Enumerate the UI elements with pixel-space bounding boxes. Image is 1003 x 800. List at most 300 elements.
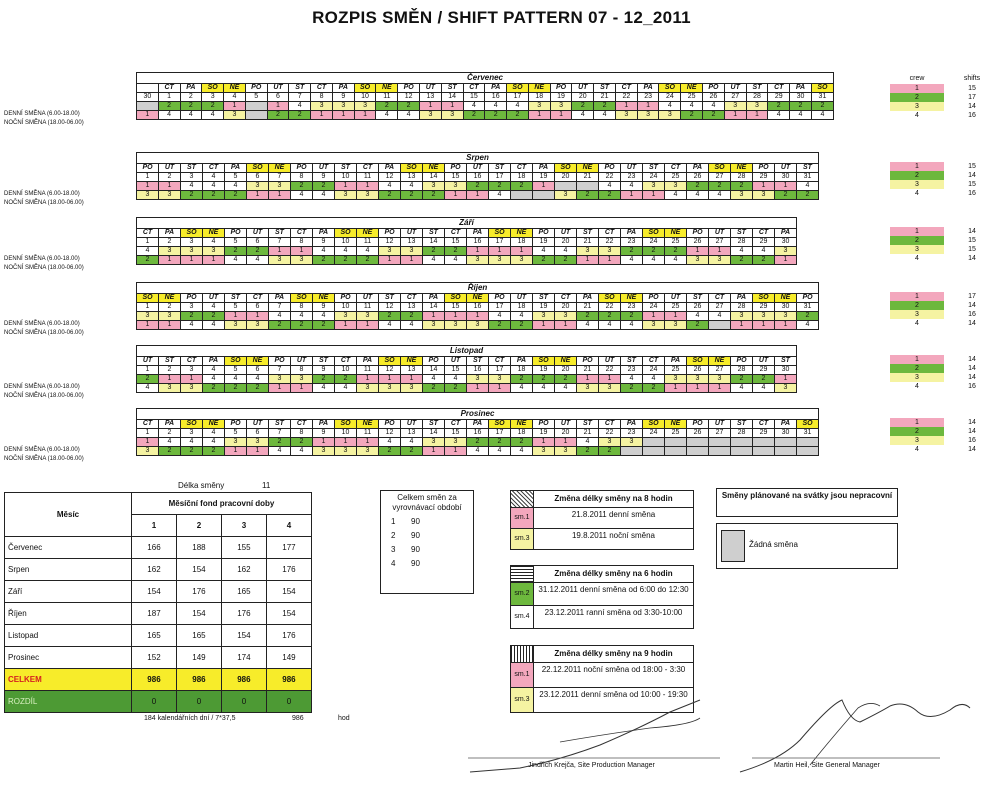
weekday-cell: UT — [313, 164, 335, 173]
crew-shift-count: 14 — [968, 356, 976, 363]
day-shift-cell: 2 — [247, 247, 269, 256]
day-shift-cell: 1 — [511, 247, 533, 256]
night-shift-cell: 1 — [489, 384, 511, 393]
night-shift-cell: 2 — [225, 384, 247, 393]
night-shift-cell: 4 — [203, 321, 225, 330]
crew-shift-count: 15 — [968, 237, 976, 244]
day-shift-cell: 2 — [511, 375, 533, 384]
weekday-cell: PO — [379, 420, 401, 429]
date-cell: 31 — [797, 173, 819, 182]
date-cell: 9 — [313, 366, 335, 375]
night-shift-cell: 2 — [203, 384, 225, 393]
weekday-cell: CT — [463, 84, 485, 93]
date-cell: 30 — [775, 429, 797, 438]
date-cell: 18 — [528, 93, 550, 102]
date-cell: 2 — [159, 173, 181, 182]
weekday-cell: NE — [423, 164, 445, 173]
date-cell: 18 — [511, 303, 533, 312]
day-shift-cell: 2 — [137, 375, 159, 384]
night-shift-cell: 2 — [203, 447, 225, 456]
date-cell: 10 — [335, 238, 357, 247]
night-shift-cell: 4 — [811, 111, 833, 120]
holiday-note: Směny plánované na svátky jsou nepracovní — [716, 488, 898, 517]
legend-6h-heading: Změna délky směny na 6 hodin — [554, 569, 673, 578]
crew-shift-count: 14 — [968, 374, 976, 381]
day-shift-cell: 1 — [555, 438, 577, 447]
night-shift-cell: 1 — [332, 111, 354, 120]
night-shift-cell: 3 — [181, 384, 203, 393]
night-shift-cell: 4 — [572, 111, 594, 120]
date-cell: 13 — [401, 303, 423, 312]
crew-number: 4 — [890, 382, 944, 391]
weekday-cell: ST — [423, 420, 445, 429]
fund-hours: 152 — [132, 647, 177, 669]
night-shift-cell: 1 — [643, 191, 665, 200]
night-shift-cell: 1 — [269, 384, 291, 393]
day-shift-cell: 4 — [335, 247, 357, 256]
night-shift-cell: 3 — [225, 321, 247, 330]
fund-hours: 176 — [221, 603, 266, 625]
difference-row — [5, 691, 312, 713]
weekday-cell: ST — [643, 164, 665, 173]
legend-row — [511, 508, 693, 528]
crew-number: 2 — [890, 93, 944, 102]
weekday-cell: UT — [357, 294, 379, 303]
crew-shift-count: 14 — [968, 228, 976, 235]
date-cell: 13 — [401, 238, 423, 247]
weekday-cell: PA — [533, 164, 555, 173]
night-shift-cell: 3 — [665, 321, 687, 330]
day-shift-cell: 1 — [467, 247, 489, 256]
night-shift-cell — [731, 447, 753, 456]
night-shift-cell: 3 — [291, 256, 313, 265]
day-shift-cell: 4 — [643, 375, 665, 384]
day-shift-cell: 3 — [599, 438, 621, 447]
day-shift-cell: 4 — [203, 182, 225, 191]
crew-number: 1 — [890, 227, 944, 236]
weekday-cell: PO — [753, 164, 775, 173]
night-shift-label: NOČNÍ SMĚNA (18.00-06.00) — [4, 456, 84, 462]
weekday-cell: NE — [665, 420, 687, 429]
day-shift-cell: 2 — [489, 182, 511, 191]
day-shift-cell: 1 — [379, 375, 401, 384]
night-shift-cell: 2 — [401, 191, 423, 200]
night-shift-cell: 1 — [731, 321, 753, 330]
night-shift-cell: 4 — [687, 191, 709, 200]
day-shift-cell: 4 — [401, 438, 423, 447]
crew-shift-count: 15 — [968, 163, 976, 170]
weekday-cell: NE — [247, 357, 269, 366]
date-cell: 20 — [572, 93, 594, 102]
weekday-cell: CT — [137, 229, 159, 238]
date-cell: 30 — [775, 238, 797, 247]
date-cell: 3 — [181, 173, 203, 182]
night-shift-cell — [687, 447, 709, 456]
weekday-cell: PA — [379, 164, 401, 173]
night-shift-cell: 1 — [550, 111, 572, 120]
day-shift-cell: 4 — [463, 102, 485, 111]
weekday-cell: UT — [555, 420, 577, 429]
date-cell: 10 — [335, 429, 357, 438]
weekday-cell: CT — [158, 84, 180, 93]
night-shift-cell: 4 — [555, 384, 577, 393]
day-shift-cell — [555, 182, 577, 191]
day-shift-cell: 2 — [291, 438, 313, 447]
day-shift-cell: 1 — [637, 102, 659, 111]
night-shift-cell: 4 — [180, 111, 202, 120]
night-shift-cell: 4 — [158, 111, 180, 120]
night-shift-cell: 4 — [709, 191, 731, 200]
shift-crew-tag: sm.3 — [511, 688, 534, 712]
day-shift-cell: 2 — [376, 102, 398, 111]
date-cell: 21 — [577, 303, 599, 312]
fund-hours: 176 — [176, 581, 221, 603]
date-cell: 31 — [797, 429, 819, 438]
night-shift-cell: 2 — [463, 111, 485, 120]
total-shifts-heading: Celkem směn za vyrovnávací období — [392, 493, 462, 512]
day-shift-cell — [797, 438, 819, 447]
night-shift-cell: 3 — [335, 447, 357, 456]
date-cell: 13 — [401, 429, 423, 438]
day-shift-cell: 2 — [511, 182, 533, 191]
weekday-cell: PA — [467, 229, 489, 238]
day-shift-cell: 4 — [225, 182, 247, 191]
crew-shift-count: 16 — [968, 190, 976, 197]
weekday-cell: UT — [775, 164, 797, 173]
weekday-cell: PO — [797, 294, 819, 303]
fund-hours: 155 — [221, 537, 266, 559]
day-shift-cell: 3 — [621, 438, 643, 447]
night-shift-cell: 3 — [775, 384, 797, 393]
night-shift-cell: 1 — [181, 256, 203, 265]
weekday-cell: ST — [731, 420, 753, 429]
date-cell: 4 — [203, 173, 225, 182]
day-shift-cell: 4 — [289, 102, 311, 111]
date-cell: 29 — [768, 93, 790, 102]
weekday-cell: CT — [203, 164, 225, 173]
monthly-fund-table — [4, 492, 312, 713]
day-shift-cell: 4 — [181, 182, 203, 191]
date-cell: 15 — [463, 93, 485, 102]
day-shift-cell: 2 — [181, 312, 203, 321]
weekday-cell: PO — [577, 357, 599, 366]
weekday-cell: PA — [423, 294, 445, 303]
night-shift-cell: 1 — [555, 321, 577, 330]
night-shift-cell: 1 — [311, 111, 333, 120]
date-cell: 6 — [247, 173, 269, 182]
day-shift-cell: 2 — [621, 247, 643, 256]
weekday-cell: UT — [599, 357, 621, 366]
weekday-cell: ST — [533, 294, 555, 303]
crew-number: 4 — [890, 445, 944, 454]
date-cell: 28 — [731, 429, 753, 438]
day-shift-cell: 3 — [599, 247, 621, 256]
signature-production-manager: Jindřich Krejča, Site Production Manager — [528, 762, 655, 769]
date-cell: 3 — [181, 303, 203, 312]
weekday-cell: CT — [643, 357, 665, 366]
weekday-cell: PO — [445, 164, 467, 173]
date-cell: 25 — [665, 366, 687, 375]
date-cell: 23 — [621, 429, 643, 438]
night-shift-cell: 3 — [577, 384, 599, 393]
signature-general-manager: Martin Heil, Site General Manager — [774, 762, 880, 769]
date-cell: 6 — [247, 303, 269, 312]
date-cell: 20 — [555, 366, 577, 375]
crew-number: 2 — [391, 531, 396, 540]
crew-number: 1 — [890, 292, 944, 301]
night-shift-cell: 2 — [401, 447, 423, 456]
date-cell: 5 — [225, 238, 247, 247]
weekday-cell: ST — [289, 84, 311, 93]
day-shift-cell: 2 — [401, 312, 423, 321]
day-shift-cell: 1 — [665, 312, 687, 321]
night-shift-cell: 2 — [225, 191, 247, 200]
night-shift-cell — [709, 321, 731, 330]
weekday-cell: PA — [159, 229, 181, 238]
crew-number: 4 — [391, 559, 396, 568]
weekday-cell: PA — [225, 164, 247, 173]
day-shift-cell: 1 — [224, 102, 246, 111]
night-shift-cell: 4 — [489, 447, 511, 456]
night-shift-cell: 3 — [159, 191, 181, 200]
night-shift-cell: 2 — [731, 256, 753, 265]
date-cell: 16 — [467, 303, 489, 312]
day-shift-cell: 3 — [665, 375, 687, 384]
date-cell: 27 — [709, 303, 731, 312]
day-shift-cell: 1 — [269, 247, 291, 256]
month-name: Červenec — [5, 537, 132, 559]
night-shift-cell: 3 — [467, 256, 489, 265]
night-shift-cell: 3 — [467, 321, 489, 330]
weekday-cell: PA — [621, 229, 643, 238]
night-shift-cell: 2 — [753, 256, 775, 265]
date-cell: 8 — [291, 429, 313, 438]
night-shift-cell: 2 — [335, 256, 357, 265]
day-shift-cell: 2 — [572, 102, 594, 111]
date-cell: 10 — [335, 366, 357, 375]
day-shift-cell: 2 — [621, 312, 643, 321]
crew-shift-count: 14 — [968, 446, 976, 453]
night-shift-cell: 4 — [445, 256, 467, 265]
date-cell: 1 — [137, 303, 159, 312]
day-shift-cell: 2 — [379, 312, 401, 321]
night-shift-cell: 4 — [599, 321, 621, 330]
date-cell: 25 — [681, 93, 703, 102]
weekday-cell: PA — [159, 420, 181, 429]
day-shift-cell: 3 — [489, 375, 511, 384]
date-cell: 18 — [511, 238, 533, 247]
night-shift-cell: 4 — [665, 191, 687, 200]
date-cell: 15 — [445, 366, 467, 375]
date-cell: 7 — [269, 238, 291, 247]
weekday-cell: SO — [181, 229, 203, 238]
day-shift-cell: 1 — [291, 247, 313, 256]
weekday-cell: ST — [467, 357, 489, 366]
weekday-cell: UT — [445, 357, 467, 366]
weekday-cell: PA — [687, 164, 709, 173]
day-shift-cell: 4 — [731, 247, 753, 256]
night-shift-cell: 1 — [746, 111, 768, 120]
date-cell: 28 — [731, 303, 753, 312]
date-cell: 17 — [489, 429, 511, 438]
night-shift-cell: 2 — [423, 191, 445, 200]
day-shift-cell: 3 — [354, 102, 376, 111]
date-cell: 7 — [269, 173, 291, 182]
weekday-cell: NE — [159, 294, 181, 303]
crew-shift-count: 14 — [968, 103, 976, 110]
night-shift-cell: 2 — [269, 321, 291, 330]
night-shift-cell: 3 — [555, 191, 577, 200]
night-shift-cell: 1 — [269, 191, 291, 200]
weekday-cell: UT — [159, 164, 181, 173]
day-shift-cell: 4 — [379, 182, 401, 191]
night-shift-cell: 3 — [357, 447, 379, 456]
crew-shift-count: 16 — [968, 383, 976, 390]
weekday-cell: CT — [511, 164, 533, 173]
date-cell: 6 — [247, 366, 269, 375]
day-shift-cell: 1 — [159, 375, 181, 384]
fund-hours: 154 — [132, 581, 177, 603]
day-shift-cell — [665, 438, 687, 447]
date-cell: 29 — [753, 429, 775, 438]
date-cell: 21 — [577, 429, 599, 438]
weekday-cell: ST — [577, 229, 599, 238]
weekday-cell: ST — [423, 229, 445, 238]
weekday-cell: CT — [137, 420, 159, 429]
crew-shift-count: 14 — [968, 419, 976, 426]
night-shift-cell — [245, 111, 267, 120]
night-shift-cell: 1 — [599, 256, 621, 265]
day-shift-label: DENNÍ SMĚNA (6.00-18.00) — [4, 256, 80, 262]
legend-9h — [510, 645, 694, 713]
day-shift-cell: 3 — [445, 438, 467, 447]
date-cell: 24 — [643, 303, 665, 312]
date-cell: 25 — [665, 173, 687, 182]
crew-column-header: 2 — [176, 515, 221, 537]
date-cell: 23 — [621, 173, 643, 182]
date-cell: 31 — [811, 93, 833, 102]
night-shift-cell: 2 — [159, 447, 181, 456]
date-cell: 9 — [332, 93, 354, 102]
day-shift-cell: 2 — [225, 247, 247, 256]
date-cell: 1 — [158, 93, 180, 102]
day-shift-cell: 3 — [181, 247, 203, 256]
day-shift-cell: 3 — [225, 438, 247, 447]
night-shift-cell: 4 — [643, 256, 665, 265]
day-shift-cell — [687, 438, 709, 447]
day-shift-cell: 2 — [811, 102, 833, 111]
night-shift-cell: 1 — [445, 447, 467, 456]
weekday-cell: CT — [445, 229, 467, 238]
weekday-cell: NE — [203, 229, 225, 238]
date-cell: 9 — [313, 173, 335, 182]
crew-shift-summary — [890, 355, 995, 391]
day-shift-cell: 3 — [775, 247, 797, 256]
month-name: Říjen — [137, 283, 819, 294]
weekday-cell: ST — [746, 84, 768, 93]
date-cell: 21 — [594, 93, 616, 102]
day-shift-cell: 2 — [511, 438, 533, 447]
day-shift-cell: 1 — [615, 102, 637, 111]
weekday-cell: PO — [731, 357, 753, 366]
weekday-cell: ST — [621, 357, 643, 366]
date-cell: 25 — [665, 429, 687, 438]
night-shift-cell: 1 — [533, 321, 555, 330]
night-shift-cell — [775, 447, 797, 456]
date-cell: 1 — [137, 429, 159, 438]
day-shift-cell: 3 — [533, 312, 555, 321]
fund-hours: 149 — [176, 647, 221, 669]
fund-footnote-value: 986 — [292, 715, 304, 722]
day-shift-cell: 2 — [665, 247, 687, 256]
day-shift-cell: 3 — [335, 312, 357, 321]
shift-crew-tag: sm.1 — [511, 508, 534, 528]
fund-hours: 154 — [221, 625, 266, 647]
date-cell: 8 — [291, 238, 313, 247]
date-cell: 7 — [269, 429, 291, 438]
crew-number: 2 — [890, 364, 944, 373]
day-shift-cell: 1 — [577, 375, 599, 384]
legend-text: 22.12.2011 noční směna od 18:00 - 3:30 — [541, 665, 686, 674]
night-shift-cell: 1 — [159, 321, 181, 330]
weekday-cell: PA — [313, 229, 335, 238]
night-shift-cell: 2 — [577, 447, 599, 456]
date-cell: 24 — [643, 173, 665, 182]
date-cell: 30 — [137, 93, 159, 102]
weekday-cell: PA — [180, 84, 202, 93]
fund-hours: 162 — [132, 559, 177, 581]
weekday-cell: CT — [291, 420, 313, 429]
weekday-cell: UT — [401, 420, 423, 429]
weekday-cell: ST — [441, 84, 463, 93]
shifts-header: shifts — [963, 75, 981, 82]
night-shift-cell: 2 — [507, 111, 529, 120]
date-cell: 27 — [709, 173, 731, 182]
date-cell: 7 — [269, 303, 291, 312]
day-shift-cell: 2 — [577, 312, 599, 321]
night-shift-cell — [621, 447, 643, 456]
day-shift-cell: 4 — [709, 312, 731, 321]
day-shift-cell: 1 — [159, 182, 181, 191]
shift-table — [136, 152, 819, 200]
night-shift-cell: 1 — [709, 384, 731, 393]
weekday-cell: UT — [709, 229, 731, 238]
total-shifts-value: 90 — [411, 559, 420, 568]
night-shift-cell: 3 — [511, 256, 533, 265]
night-shift-cell: 3 — [709, 256, 731, 265]
shift-crew-tag: sm.4 — [511, 606, 534, 628]
weekday-cell: SO — [507, 84, 529, 93]
date-cell: 27 — [709, 366, 731, 375]
day-shift-cell: 4 — [511, 312, 533, 321]
night-shift-cell: 4 — [731, 384, 753, 393]
night-shift-cell: 2 — [485, 111, 507, 120]
date-cell: 12 — [379, 429, 401, 438]
weekday-cell: UT — [137, 357, 159, 366]
weekday-cell: CT — [753, 420, 775, 429]
table-row — [5, 537, 312, 559]
date-cell: 10 — [335, 303, 357, 312]
crew-number: 4 — [890, 319, 944, 328]
day-shift-cell: 1 — [423, 312, 445, 321]
difference-value: 0 — [266, 691, 311, 713]
crew-number: 3 — [391, 545, 396, 554]
date-cell: 12 — [379, 366, 401, 375]
day-shift-cell: 2 — [398, 102, 420, 111]
fund-hours: 165 — [221, 581, 266, 603]
date-cell: 5 — [225, 366, 247, 375]
night-shift-cell: 4 — [533, 384, 555, 393]
